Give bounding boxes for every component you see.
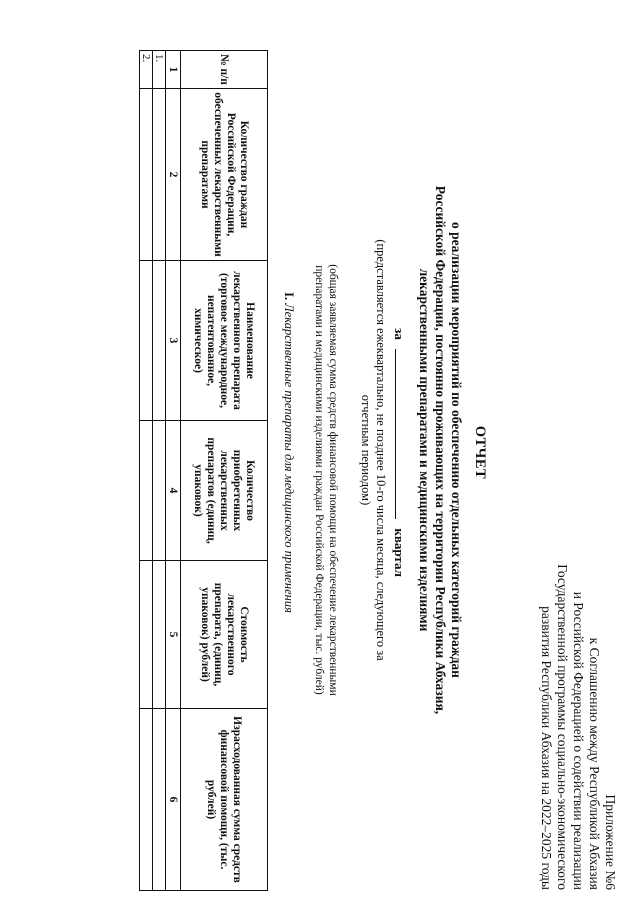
column-number: 3 (166, 261, 181, 421)
row-number: 2. (140, 51, 153, 89)
subtitle-line: Российской Федерации, постоянно проживающих на территории Республики Абхазия, (433, 185, 448, 715)
header-drug-name: Наименование лекарственного препарата (торговое международное, непатентованное, химическое) (181, 261, 268, 421)
deadline-line: (представляется ежеквартально, не позднее 10-го числа месяца, следующего за (374, 239, 388, 661)
sum-note (312, 220, 340, 740)
table-header-row (181, 51, 268, 891)
period-blank-field[interactable] (395, 349, 408, 519)
appendix-line: развития Республики Абхазия на 2022–2025 годы (539, 606, 554, 890)
period-prefix: за (392, 328, 407, 340)
table-cell (153, 709, 166, 891)
table-cell (140, 421, 153, 561)
deadline-note (358, 200, 388, 700)
appendix-line: к Соглашению между Республикой Абхазия (587, 637, 602, 890)
table-cell (153, 421, 166, 561)
table-cell (140, 89, 153, 261)
table-row (140, 51, 153, 891)
column-number: 1 (166, 51, 181, 89)
section-heading (281, 0, 296, 905)
table-cell (153, 89, 166, 261)
table-cell (153, 261, 166, 421)
section-number: I. (282, 292, 296, 301)
sum-note-line: препаратами и медицинскими изделиями граждан Российской Федерации, тыс. рублей) (313, 265, 325, 695)
appendix-line: Приложение №6 (603, 794, 618, 890)
table-cell (140, 261, 153, 421)
table-cell (140, 561, 153, 709)
subtitle-line: лекарственными препаратами и медицинскими изделиями (417, 268, 432, 632)
reporting-period (391, 0, 408, 905)
report-subtitle (416, 140, 464, 760)
header-drug-cost: Стоимость лекарственного препарата, (единиц, упаковок) рублей) (181, 561, 268, 709)
subtitle-line: о реализации мероприятий по обеспечению отдельных категорий граждан (449, 222, 464, 678)
period-suffix: квартал (392, 528, 407, 577)
table-cell (153, 561, 166, 709)
appendix-line: Государственной программы социально-экономического (555, 564, 570, 890)
report-table (139, 50, 268, 891)
column-number-row (166, 51, 181, 891)
sum-note-line: (общая заявляемая сумма средств финансовой помощи на обеспечение лекарственными (327, 264, 339, 696)
column-number: 6 (166, 709, 181, 891)
row-number: 1. (153, 51, 166, 89)
header-spent-amount: Израсходованная сумма средств финансовой помощи, (тыс. рублей) (181, 709, 268, 891)
column-number: 5 (166, 561, 181, 709)
column-number: 2 (166, 89, 181, 261)
report-title: ОТЧЕТ (472, 425, 488, 480)
header-drug-quantity: Количество приобретенных лекарственных препаратов (единиц, упаковок) (181, 421, 268, 561)
appendix-note (538, 520, 618, 890)
appendix-line: и Российской Федерацией о содействии реализации (571, 591, 586, 890)
header-citizens-count: Количество граждан Российской Федерации, обеспеченных лекарственными препаратами (181, 89, 268, 261)
header-row-number: № п/п (181, 51, 268, 89)
table-cell (140, 709, 153, 891)
table-row (153, 51, 166, 891)
deadline-line: отчетным периодом) (359, 394, 373, 506)
section-title: Лекарственные препараты для медицинского применения (282, 303, 296, 613)
column-number: 4 (166, 421, 181, 561)
